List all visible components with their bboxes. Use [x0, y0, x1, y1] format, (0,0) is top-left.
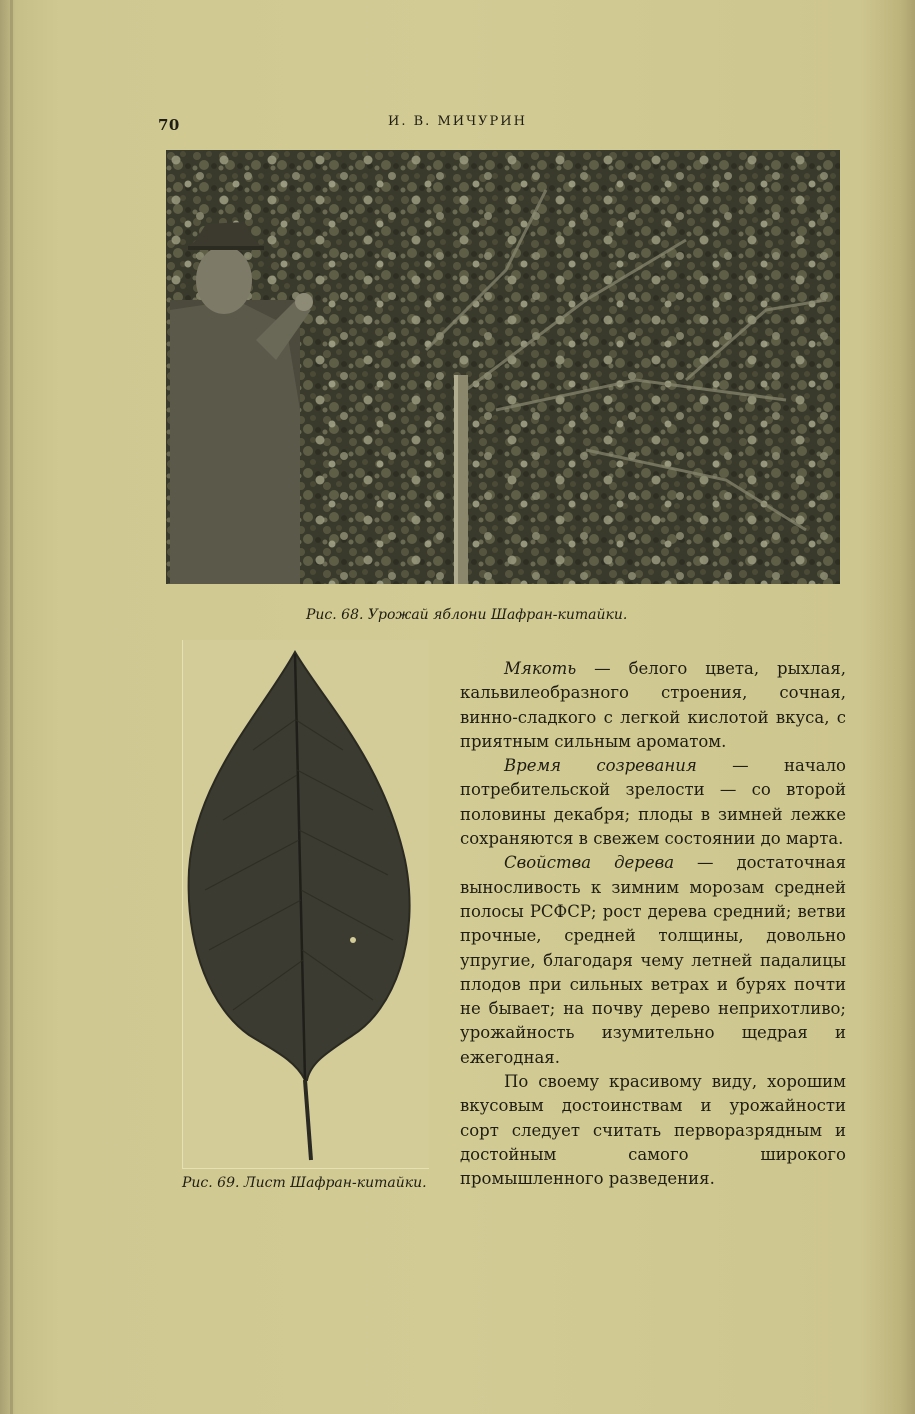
page-number: 70	[158, 116, 180, 134]
paragraph-ripening	[460, 754, 846, 851]
figure-69-title: Лист Шафран-китайки.	[243, 1175, 427, 1191]
figure-69-label: Рис. 69.	[182, 1175, 240, 1191]
page-spine-shadow	[10, 0, 13, 1414]
paragraph-ripening-text: — начало потребительской зрелости — со второй половины декабря; плоды в зимней лежке сохраняются в свежем состоянии до марта.	[460, 756, 846, 849]
paragraph-conclusion: По своему красивому виду, хорошим вкусовым достоинствам и урожайности сорт следует считать перворазрядным и достойным самого широкого промышленного разведения.	[460, 1072, 846, 1189]
figure-68-caption	[306, 607, 627, 623]
orchard-photo-illustration	[166, 150, 840, 584]
figure-68-title: Урожай яблони Шафран-китайки.	[367, 607, 628, 623]
paragraph-tree-properties	[460, 851, 846, 1070]
figure-69-caption	[182, 1175, 427, 1191]
paragraph-pulp	[460, 657, 846, 754]
figure-68-label: Рис. 68.	[306, 607, 364, 623]
figure-68-photo	[166, 150, 840, 584]
term-tree-properties: Свойства дерева	[504, 853, 675, 873]
leaf-illustration	[183, 640, 429, 1168]
running-title: И. В. МИЧУРИН	[388, 114, 527, 129]
paragraph-tree-properties-text: — достаточная выносливость к зимним морозам средней полосы РСФСР; рост дерева средний; ветви прочные, средней толщины, довольно упругие, благодаря чему летней падалицы плодов при сильных ветрах и бурях почти не бывает; на почву дерево неприхотливо; урожайность изумительно щедрая и ежегодная.	[460, 853, 846, 1067]
term-ripening: Время созревания	[504, 756, 697, 776]
term-pulp: Мякоть	[504, 659, 577, 678]
figure-69-leaf-frame	[182, 640, 429, 1169]
paragraph-pulp-text: — белого цвета, рыхлая, кальвилеобразного строения, сочная, винно-сладкого с легкой кислотой вкуса, с приятным сильным ароматом.	[460, 659, 846, 751]
body-text	[460, 657, 846, 1192]
